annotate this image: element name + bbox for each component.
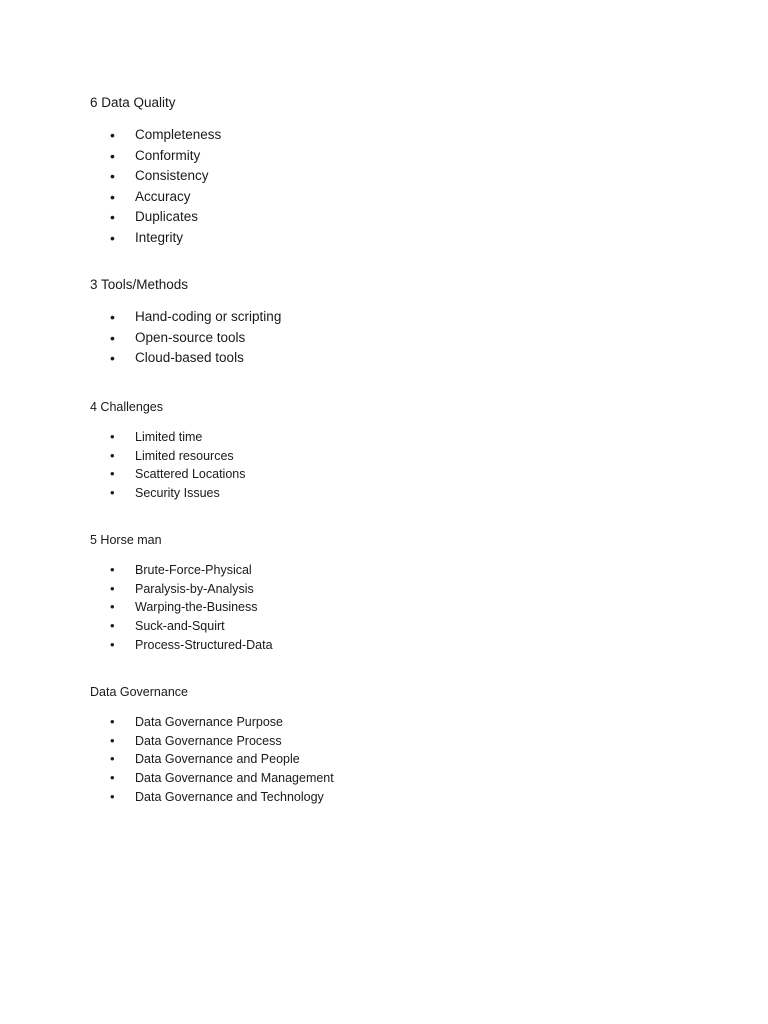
list-item-text: Duplicates [135,209,199,225]
bullet-icon: • [110,447,115,463]
bullet-icon: • [110,209,115,226]
list-item [90,788,690,807]
bullet-icon: • [110,732,115,748]
list-item [90,732,690,751]
list-item-text: Data Governance and Technology [135,789,324,804]
bullet-icon: • [110,127,115,143]
bullet-icon: • [110,147,115,164]
list-item [90,561,690,580]
section-heading: 5 Horse man [90,533,162,547]
list-item [90,769,690,788]
bullet-icon: • [110,466,115,482]
bullet-icon: • [110,350,115,367]
list-item [90,636,690,655]
list-item [90,750,690,769]
bullet-list [90,713,690,807]
list-item-text: Paralysis-by-Analysis [135,581,254,596]
list-item [90,713,690,732]
bullet-icon: • [110,580,115,596]
list-item-text: Limited time [135,430,203,444]
bullet-icon: • [110,485,115,501]
list-item-text: Conformity [135,147,201,163]
bullet-icon: • [110,329,115,346]
bullet-icon: • [110,599,115,615]
bullet-icon: • [110,636,115,652]
list-item-text: Data Governance Purpose [135,715,284,729]
list-item-text: Consistency [135,168,209,184]
list-item [90,166,690,187]
bullet-icon: • [110,168,115,185]
list-item [90,228,690,249]
list-item-text: Data Governance Process [135,733,282,748]
list-item [90,617,690,636]
bullet-icon: • [110,309,115,325]
bullet-list [90,307,690,369]
bullet-icon: • [110,770,115,786]
bullet-icon: • [110,714,115,729]
bullet-list [90,561,690,655]
section-heading: Data Governance [90,685,188,699]
list-item-text: Security Issues [135,486,220,501]
section-heading: 4 Challenges [90,400,163,414]
list-item [90,580,690,599]
section-horse-man [90,532,690,655]
list-item [90,125,690,146]
list-item [90,146,690,167]
bullet-icon: • [110,562,115,577]
list-item [90,447,690,466]
list-item-text: Accuracy [135,188,191,204]
list-item-text: Limited resources [135,448,234,463]
list-item-text: Completeness [135,127,222,142]
list-item-text: Cloud-based tools [135,350,244,366]
bullet-icon: • [110,429,115,444]
bullet-icon: • [110,788,115,804]
section-data-quality [90,94,690,249]
list-item [90,307,690,328]
list-item-text: Integrity [135,229,184,245]
bullet-icon: • [110,751,115,767]
bullet-list [90,428,690,503]
list-item-text: Brute-Force-Physical [135,563,252,577]
list-item [90,465,690,484]
bullet-icon: • [110,618,115,634]
list-item-text: Data Governance and People [135,752,300,767]
bullet-icon: • [110,229,115,246]
list-item [90,328,690,349]
list-item [90,484,690,503]
list-item [90,207,690,228]
section-challenges [90,399,690,503]
list-item-text: Hand-coding or scripting [135,309,282,324]
list-item-text: Suck-and-Squirt [135,619,225,634]
list-item-text: Data Governance and Management [135,771,334,786]
list-item-text: Scattered Locations [135,467,246,482]
list-item [90,598,690,617]
list-item-text: Open-source tools [135,329,246,345]
list-item-text: Process-Structured-Data [135,637,273,652]
section-heading: 6 Data Quality [90,95,176,110]
section-data-governance [90,684,690,807]
list-item [90,187,690,208]
list-item [90,428,690,447]
list-item-text: Warping-the-Business [135,600,258,615]
section-heading: 3 Tools/Methods [90,277,189,292]
bullet-icon: • [110,188,115,205]
list-item [90,348,690,369]
section-tools-methods [90,276,690,369]
bullet-list [90,125,690,249]
